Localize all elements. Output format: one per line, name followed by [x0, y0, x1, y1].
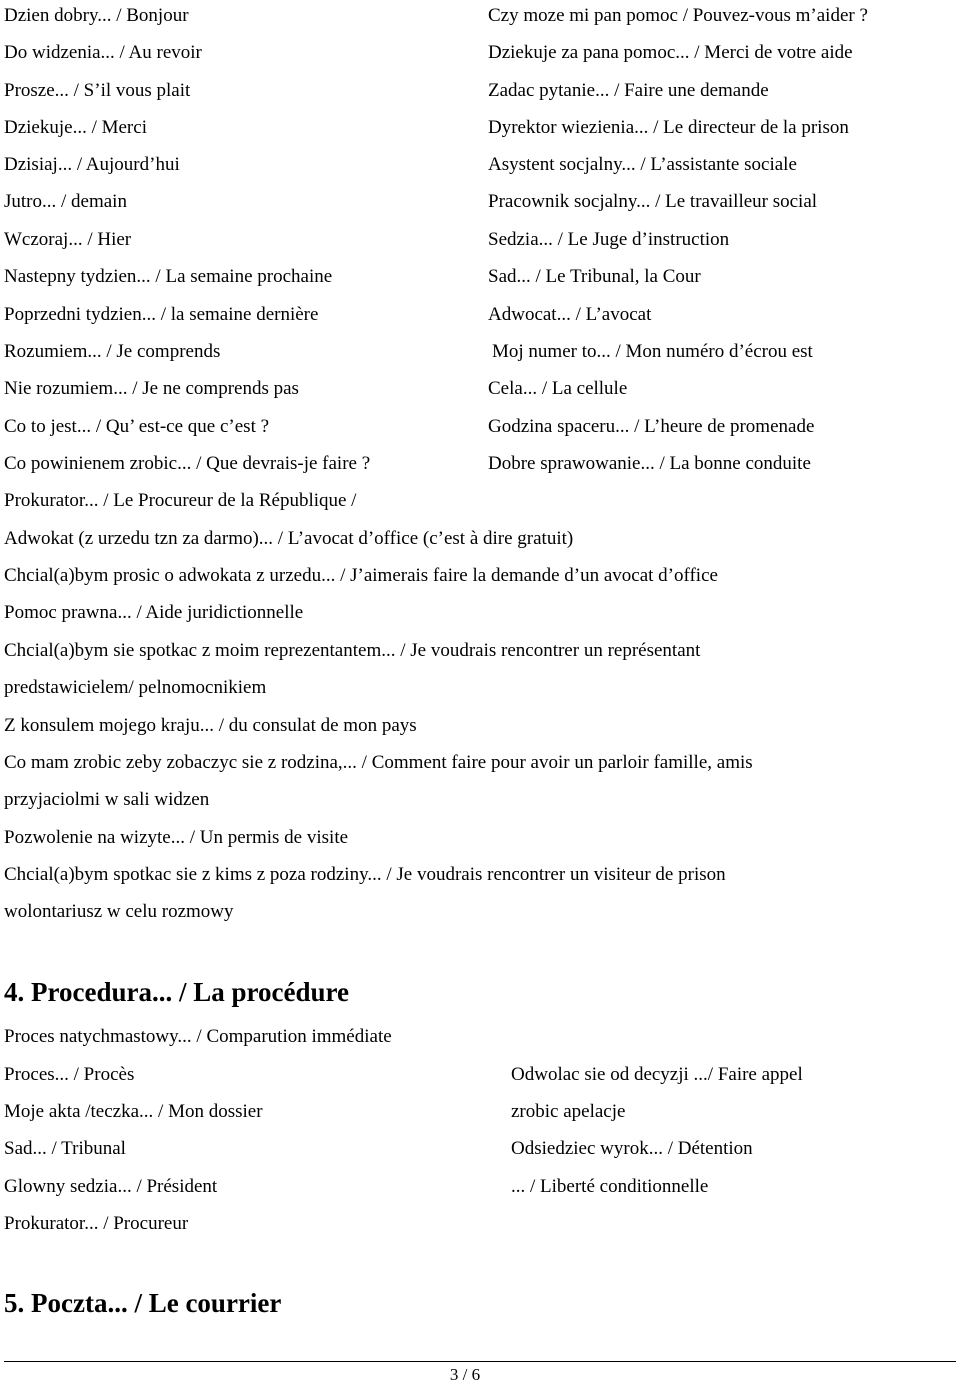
vocab-left-row: Do widzenia... / Au revoir — [4, 42, 202, 63]
vocab-left-row: Dzisiaj... / Aujourd’hui — [4, 154, 180, 175]
vocab-right-row: Dyrektor wiezienia... / Le directeur de la prison — [488, 117, 849, 138]
procedure-left-row: Moje akta /teczka... / Mon dossier — [4, 1101, 263, 1122]
vocab-left-row: Dziekuje... / Merci — [4, 117, 147, 138]
vocab-left-row: Nastepny tydzien... / La semaine prochaine — [4, 266, 333, 287]
procedure-right-row: Odsiedziec wyrok... / Détention — [511, 1138, 753, 1159]
vocab-right-row: Zadac pytanie... / Faire une demande — [488, 80, 769, 101]
vocab-full-row: Pomoc prawna... / Aide juridictionnelle — [4, 602, 304, 623]
section-heading: 5. Poczta... / Le courrier — [4, 1288, 282, 1318]
vocab-full-row: Prokurator... / Le Procureur de la République / — [4, 490, 357, 511]
vocab-left-row: Dzien dobry... / Bonjour — [4, 5, 189, 26]
vocab-right-row: Sedzia... / Le Juge d’instruction — [488, 229, 730, 250]
procedure-left-row: Prokurator... / Procureur — [4, 1213, 189, 1234]
vocab-full-row: Chcial(a)bym spotkac sie z kims z poza rodziny... / Je voudrais rencontrer un visiteur de prison — [4, 864, 726, 885]
procedure-left-row: Proces... / Procès — [4, 1064, 135, 1085]
section-heading: 4. Procedura... / La procédure — [4, 977, 349, 1007]
vocab-right-row: Dobre sprawowanie... / La bonne conduite — [488, 453, 811, 474]
vocab-right-row: Sad... / Le Tribunal, la Cour — [488, 266, 701, 287]
vocab-right-row: Cela... / La cellule — [488, 378, 628, 399]
vocab-right-row: Asystent socjalny... / L’assistante sociale — [488, 154, 797, 175]
vocab-left-row: Wczoraj... / Hier — [4, 229, 132, 250]
vocab-right-row: Godzina spaceru... / L’heure de promenade — [488, 416, 815, 437]
procedure-left-row: Glowny sedzia... / Président — [4, 1176, 218, 1197]
vocab-right-row: Czy moze mi pan pomoc / Pouvez-vous m’aider ? — [488, 5, 868, 26]
vocab-full-row: Pozwolenie na wizyte... / Un permis de visite — [4, 827, 349, 848]
vocab-full-row: wolontariusz w celu rozmowy — [4, 901, 234, 922]
vocab-right-row: Moj numer to... / Mon numéro d’écrou est — [492, 341, 813, 362]
vocab-full-row: Z konsulem mojego kraju... / du consulat de mon pays — [4, 715, 417, 736]
vocab-full-row: Chcial(a)bym sie spotkac z moim reprezentantem... / Je voudrais rencontrer un représentant — [4, 640, 701, 661]
procedure-right-row: Odwolac sie od decyzji .../ Faire appel — [511, 1064, 803, 1085]
vocab-full-row: Adwokat (z urzedu tzn za darmo)... / L’avocat d’office (c’est à dire gratuit) — [4, 528, 574, 549]
vocab-full-row: predstawicielem/ pelnomocnikiem — [4, 677, 267, 698]
vocab-right-row: Pracownik socjalny... / Le travailleur social — [488, 191, 818, 212]
footer-divider — [4, 1361, 956, 1362]
page-number: 3 / 6 — [449, 1365, 481, 1384]
vocab-full-row: przyjaciolmi w sali widzen — [4, 789, 210, 810]
vocab-left-row: Jutro... / demain — [4, 191, 127, 212]
vocab-left-row: Co powinienem zrobic... / Que devrais-je faire ? — [4, 453, 371, 474]
procedure-right-row: ... / Liberté conditionnelle — [511, 1176, 709, 1197]
vocab-right-row: Dziekuje za pana pomoc... / Merci de votre aide — [488, 42, 853, 63]
procedure-full-row: Proces natychmastowy... / Comparution immédiate — [4, 1026, 392, 1047]
vocab-left-row: Co to jest... / Qu’ est-ce que c’est ? — [4, 416, 270, 437]
vocab-left-row: Nie rozumiem... / Je ne comprends pas — [4, 378, 299, 399]
vocab-full-row: Co mam zrobic zeby zobaczyc sie z rodzina,... / Comment faire pour avoir un parloir famille, amis — [4, 752, 753, 773]
procedure-left-row: Sad... / Tribunal — [4, 1138, 126, 1159]
vocab-right-row: Adwocat... / L’avocat — [488, 304, 652, 325]
vocab-left-row: Rozumiem... / Je comprends — [4, 341, 221, 362]
vocab-left-row: Poprzedni tydzien... / la semaine dernière — [4, 304, 319, 325]
procedure-right-row: zrobic apelacje — [511, 1101, 626, 1122]
vocab-left-row: Prosze... / S’il vous plait — [4, 80, 191, 101]
vocab-full-row: Chcial(a)bym prosic o adwokata z urzedu... / J’aimerais faire la demande d’un avocat d’office — [4, 565, 718, 586]
